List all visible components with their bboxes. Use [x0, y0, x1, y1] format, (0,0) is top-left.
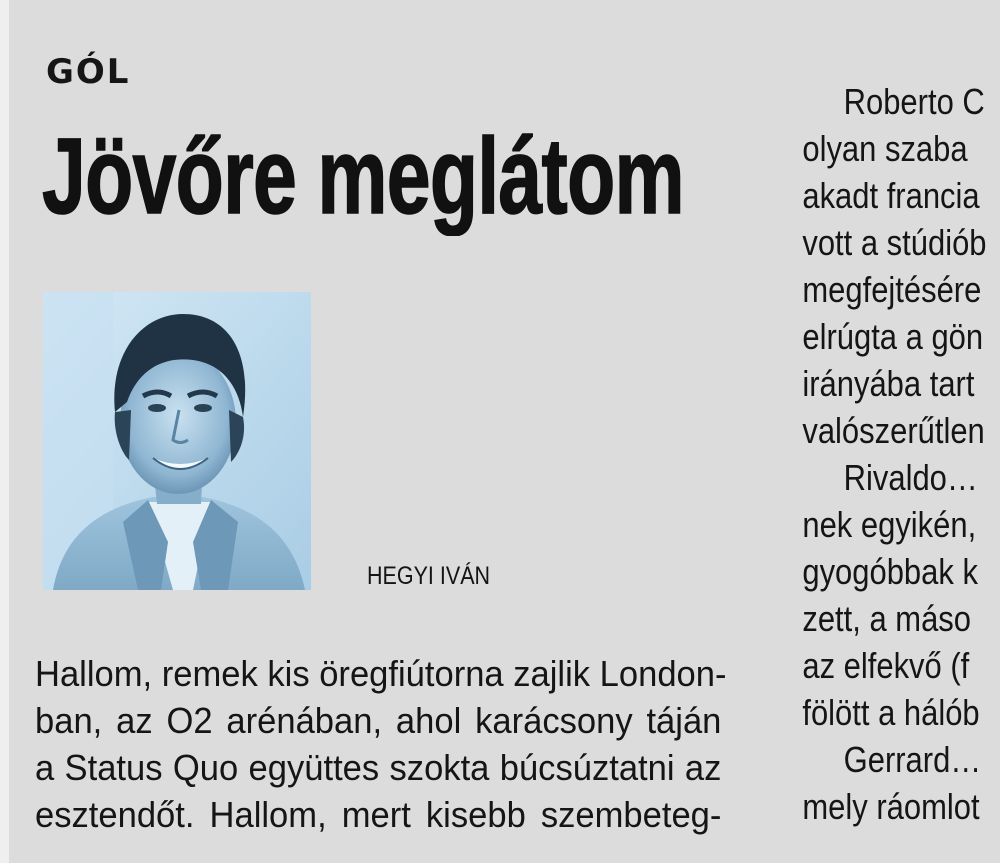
- body-line: zett, a máso: [802, 598, 972, 639]
- body-line: a Status Quo együttes szokta búcsúztatni az: [35, 747, 722, 788]
- body-line: fölött a hálób: [802, 692, 980, 733]
- body-line: mely ráomlot: [802, 786, 980, 827]
- body-line: gyogóbbak k: [802, 551, 978, 592]
- author-photo: [43, 292, 311, 590]
- body-line: vott a stúdiób: [802, 222, 987, 263]
- body-line: elrúgta a gön: [802, 316, 984, 357]
- body-line: irányába tart: [802, 363, 975, 404]
- body-line: valószerűtlen: [802, 410, 985, 451]
- body-line: Hallom, remek kis öregfiútorna zajlik London-: [35, 653, 727, 694]
- body-line: esztendőt. Hallom, mert kisebb szembeteg-: [35, 794, 722, 835]
- page-edge: [0, 0, 9, 863]
- body-line: akadt francia: [802, 175, 980, 216]
- body-line: Roberto C: [843, 81, 985, 122]
- body-line: Gerrard…: [843, 739, 982, 780]
- column-rubric: GÓL: [46, 52, 131, 92]
- author-portrait-icon: [43, 292, 311, 590]
- body-line: az elfekvő (f: [802, 645, 970, 686]
- article-body-right: [780, 78, 1000, 830]
- body-line: ban, az O2 arénában, ahol karácsony táján: [35, 700, 722, 741]
- body-line: Rivaldo…: [843, 457, 978, 498]
- article-headline: Jövőre meglátom: [42, 115, 684, 236]
- body-line: olyan szaba: [802, 128, 968, 169]
- article-body-left: [35, 650, 750, 838]
- body-line: nek egyikén,: [802, 504, 977, 545]
- author-byline: HEGYI IVÁN: [367, 562, 491, 590]
- body-line: megfejtésére: [802, 269, 982, 310]
